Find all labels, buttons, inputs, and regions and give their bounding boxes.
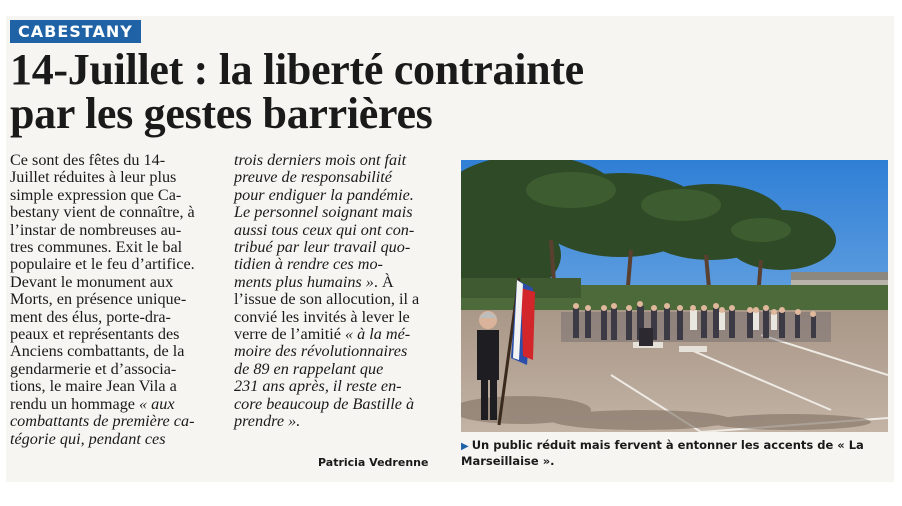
text-line: tribué par leur travail quo- xyxy=(234,238,411,257)
article-column-1 xyxy=(10,152,221,448)
text-line: preuve de responsabilité xyxy=(234,168,392,187)
text-line: gendarmerie et d’associa- xyxy=(10,359,177,378)
text-line: verre de l’amitié « à la mé- xyxy=(234,325,411,344)
text-line: rendu un hommage « aux xyxy=(10,394,175,413)
headline xyxy=(10,45,770,138)
text-line: trois derniers mois ont fait xyxy=(234,151,407,169)
text-line: tres communes. Exit le bal xyxy=(10,238,183,257)
text-line: aussi tous ceux qui ont con- xyxy=(234,220,415,239)
caption-text: Un public réduit mais fervent à entonner les accents de « La Marseillaise ». xyxy=(461,438,864,468)
text-line: ments plus humains ». À xyxy=(234,272,394,291)
author-byline: Patricia Vedrenne xyxy=(318,456,429,469)
text-line: moire des révolutionnaires xyxy=(234,342,408,361)
text-line: combattants de première ca- xyxy=(10,412,195,431)
text-line: convié les invités à lever le xyxy=(234,307,410,326)
text-line: core beaucoup de Bastille à xyxy=(234,394,415,413)
text-line: 231 ans après, il reste en- xyxy=(234,377,402,396)
text-line: pour endiguer la pandémie. xyxy=(234,185,414,204)
headline-line-1: 14-Juillet : la liberté contrainte xyxy=(10,45,584,94)
text-line: Ce sont des fêtes du 14- xyxy=(10,151,166,169)
photo-caption xyxy=(461,438,888,469)
text-line: bestany vient de connaître, à xyxy=(10,203,195,222)
text-line: populaire et le feu d’artifice. xyxy=(10,255,195,274)
article-photo xyxy=(461,160,888,432)
text-line: de 89 en rappelant que xyxy=(234,359,384,378)
text-line: ment des élus, porte-dra- xyxy=(10,307,171,326)
text-line: Devant le monument aux xyxy=(10,272,174,291)
text-line: tidien à rendre ces mo- xyxy=(234,255,383,274)
text-line: tégorie qui, pendant ces xyxy=(10,429,166,448)
text-line: Anciens combattants, de la xyxy=(10,342,185,361)
text-line: l’instar de nombreuses au- xyxy=(10,220,182,239)
headline-line-2: par les gestes barrières xyxy=(10,89,433,138)
text-line: peaux et représentants des xyxy=(10,325,180,344)
caption-marker-icon: ▶ xyxy=(461,441,469,452)
text-line: Le personnel soignant mais xyxy=(234,203,413,222)
text-line: l’issue de son allocution, il a xyxy=(234,290,420,309)
text-line: tions, le maire Jean Vila a xyxy=(10,377,177,396)
text-line: simple expression que Ca- xyxy=(10,185,182,204)
article-column-2 xyxy=(234,152,443,431)
text-line: Juillet réduites à leur plus xyxy=(10,168,177,187)
text-line: Morts, en présence unique- xyxy=(10,290,187,309)
ceremony-photo-illustration xyxy=(461,160,888,432)
section-label: CABESTANY xyxy=(10,20,141,43)
text-line: prendre ». xyxy=(234,412,301,431)
